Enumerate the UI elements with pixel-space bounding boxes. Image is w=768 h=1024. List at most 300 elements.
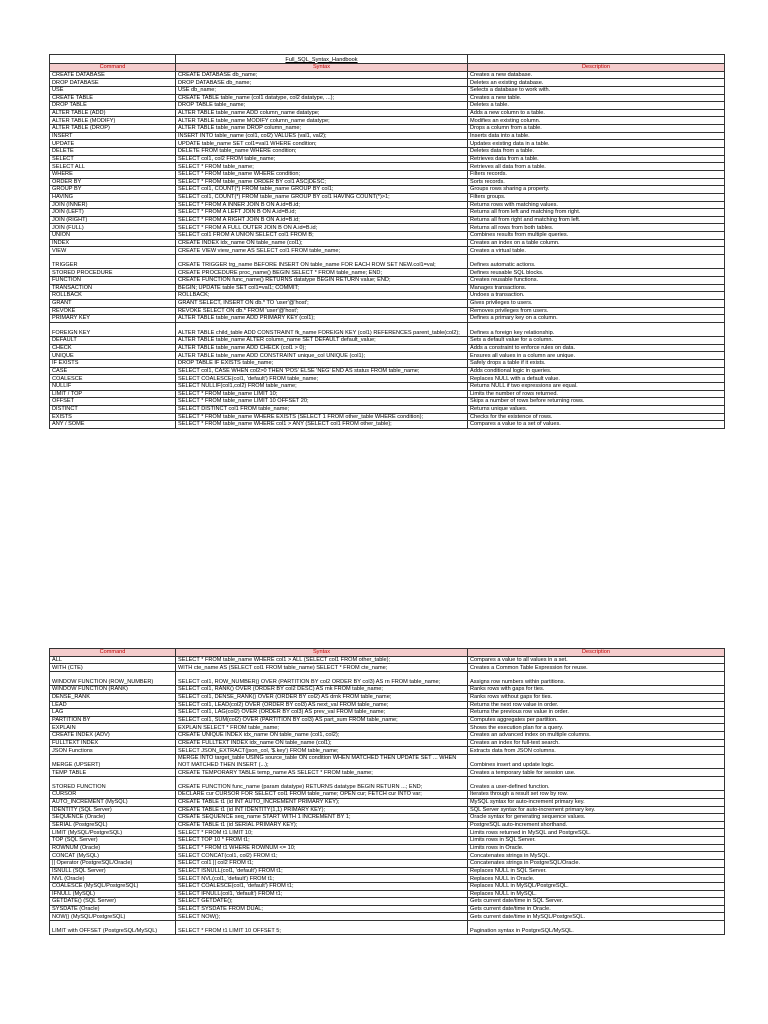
description-cell: Gives privileges to users. (468, 299, 725, 307)
command-cell: JOIN (INNER) (50, 201, 176, 209)
table-row (50, 125, 725, 133)
syntax-cell: INSERT INTO table_name (col1, col2) VALUES (val1, val2); (176, 132, 468, 140)
description-cell: Returns rows with matching values. (468, 201, 725, 209)
table-row (50, 201, 725, 209)
syntax-cell: SELECT * FROM table_name WHERE col1 > ANY (SELECT col1 FROM other_table); (176, 421, 468, 429)
table-row (50, 791, 725, 799)
table-row (50, 170, 725, 178)
description-cell: Creates a new database. (468, 71, 725, 79)
table-row (50, 913, 725, 921)
syntax-cell: CREATE TABLE t1 (id INT IDENTITY(1,1) PRIMARY KEY); (176, 806, 468, 814)
command-cell: LIMIT with OFFSET (PostgreSQL/MySQL) (50, 921, 176, 935)
syntax-cell: SELECT COALESCE(col1, 'default') FROM table_name; (176, 375, 468, 383)
description-cell: Creates a temporary table for session use. (468, 769, 725, 777)
header-command: Command (50, 64, 176, 72)
table-row (50, 375, 725, 383)
table-row (50, 405, 725, 413)
table-row (50, 117, 725, 125)
table-row (50, 747, 725, 755)
table-row (50, 709, 725, 717)
syntax-cell: SELECT * FROM table_name LIMIT 10 OFFSET 20; (176, 398, 468, 406)
spacer-cell (468, 55, 725, 64)
table-row (50, 315, 725, 323)
table-row (50, 421, 725, 429)
table-row (50, 390, 725, 398)
command-cell: || Operator (PostgreSQL/Oracle) (50, 859, 176, 867)
command-cell: NULLIF (50, 382, 176, 390)
table-row (50, 656, 725, 664)
table-row (50, 844, 725, 852)
command-cell: TOP (SQL Server) (50, 837, 176, 845)
table-row (50, 754, 725, 768)
syntax-cell: SELECT * FROM A FULL OUTER JOIN B ON A.id=B.id; (176, 224, 468, 232)
table-row (50, 814, 725, 822)
syntax-cell: EXPLAIN SELECT * FROM table_name; (176, 724, 468, 732)
table-row (50, 867, 725, 875)
syntax-cell: SELECT * FROM table_name LIMIT 10; (176, 390, 468, 398)
description-cell: Creates an advanced index on multiple columns. (468, 732, 725, 740)
command-cell: HAVING (50, 193, 176, 201)
description-cell: Concatenates strings in MySQL. (468, 852, 725, 860)
syntax-cell: CREATE TABLE t1 (id INT AUTO_INCREMENT PRIMARY KEY); (176, 798, 468, 806)
command-cell: WINDOW FUNCTION (ROW_NUMBER) (50, 671, 176, 685)
syntax-cell: SELECT NOW(); (176, 913, 468, 921)
syntax-cell: SELECT * FROM table_name WHERE condition; (176, 170, 468, 178)
table-row (50, 86, 725, 94)
syntax-cell: CREATE DATABASE db_name; (176, 71, 468, 79)
description-cell: Retrieves data from a table. (468, 155, 725, 163)
command-cell: UNION (50, 232, 176, 240)
command-cell: FULLTEXT INDEX (50, 739, 176, 747)
command-cell: USE (50, 86, 176, 94)
table-row (50, 769, 725, 777)
description-cell: Selects a database to work with. (468, 86, 725, 94)
description-cell: SQL Server syntax for auto-increment primary key. (468, 806, 725, 814)
description-cell: Compares a value to a set of values. (468, 421, 725, 429)
syntax-cell: SELECT * FROM table_name ORDER BY col1 ASC|DESC; (176, 178, 468, 186)
description-cell: Ensures all values in a column are unique. (468, 352, 725, 360)
syntax-cell: CREATE VIEW view_name AS SELECT col1 FROM table_name; (176, 247, 468, 255)
command-cell: IDENTITY (SQL Server) (50, 806, 176, 814)
syntax-cell: ROLLBACK; (176, 292, 468, 300)
command-cell: NOW() (MySQL/PostgreSQL) (50, 913, 176, 921)
table-row (50, 193, 725, 201)
table-row (50, 247, 725, 255)
command-cell: WHERE (50, 170, 176, 178)
syntax-cell: CREATE FULLTEXT INDEX idx_name ON table_name (col1); (176, 739, 468, 747)
description-cell: Defines a primary key on a column. (468, 315, 725, 323)
table-row (50, 276, 725, 284)
syntax-cell: ALTER TABLE table_name ADD column_name datatype; (176, 109, 468, 117)
syntax-cell: WITH cte_name AS (SELECT col1 FROM table_name) SELECT * FROM cte_name; (176, 664, 468, 672)
command-cell: JOIN (LEFT) (50, 209, 176, 217)
description-cell: Returns unique values. (468, 405, 725, 413)
command-cell: EXISTS (50, 413, 176, 421)
command-cell: JSON Functions (50, 747, 176, 755)
command-cell: DISTINCT (50, 405, 176, 413)
syntax-cell: CREATE UNIQUE INDEX idx_name ON table_name (col1, col2); (176, 732, 468, 740)
syntax-cell: ALTER TABLE table_name ADD PRIMARY KEY (col1); (176, 315, 468, 323)
description-cell: Drops a column from a table. (468, 125, 725, 133)
table-row (50, 352, 725, 360)
syntax-cell: CREATE PROCEDURE proc_name() BEGIN SELECT * FROM table_name; END; (176, 269, 468, 277)
syntax-cell: SELECT TOP 10 * FROM t1; (176, 837, 468, 845)
table-row (50, 732, 725, 740)
description-cell: Iterates through a result set row by row. (468, 791, 725, 799)
table-row (50, 382, 725, 390)
table-row (50, 890, 725, 898)
table-row (50, 224, 725, 232)
sheet-table-2 (49, 648, 724, 935)
description-cell: Deletes a table. (468, 102, 725, 110)
syntax-cell: CREATE TRIGGER trg_name BEFORE INSERT ON table_name FOR EACH ROW SET NEW.col1=val; (176, 255, 468, 269)
syntax-cell: BEGIN; UPDATE table SET col1=val1; COMMIT; (176, 284, 468, 292)
description-cell: Updates existing data in a table. (468, 140, 725, 148)
description-cell: Combines results from multiple queries. (468, 232, 725, 240)
table-row (50, 921, 725, 935)
description-cell: Filters records. (468, 170, 725, 178)
command-cell: SYSDATE (Oracle) (50, 905, 176, 913)
syntax-cell: SELECT * FROM A INNER JOIN B ON A.id=B.id; (176, 201, 468, 209)
table-row (50, 255, 725, 269)
table-row (50, 155, 725, 163)
table-row (50, 186, 725, 194)
syntax-cell: SELECT col1, ROW_NUMBER() OVER (PARTITION BY col2 ORDER BY col3) AS rn FROM table_name; (176, 671, 468, 685)
syntax-cell: SELECT ISNULL(col1, 'default') FROM t1; (176, 867, 468, 875)
table-row (50, 102, 725, 110)
command-cell: IF EXISTS (50, 360, 176, 368)
command-cell: EXPLAIN (50, 724, 176, 732)
syntax-cell: SELECT * FROM table_name; (176, 163, 468, 171)
syntax-cell: DROP TABLE IF EXISTS table_name; (176, 360, 468, 368)
command-cell: CONCAT (MySQL) (50, 852, 176, 860)
table-row (50, 821, 725, 829)
table-row (50, 337, 725, 345)
table-row (50, 367, 725, 375)
syntax-cell: REVOKE SELECT ON db.* FROM 'user'@'host'; (176, 307, 468, 315)
command-cell: WINDOW FUNCTION (RANK) (50, 686, 176, 694)
description-cell: Defines a foreign key relationship. (468, 322, 725, 336)
command-cell: ORDER BY (50, 178, 176, 186)
syntax-cell: SELECT * FROM A RIGHT JOIN B ON A.id=B.id; (176, 216, 468, 224)
table-row (50, 360, 725, 368)
command-cell: CREATE INDEX (ADV) (50, 732, 176, 740)
command-cell: DROP TABLE (50, 102, 176, 110)
syntax-cell: SELECT JSON_EXTRACT(json_col, '$.key') FROM table_name; (176, 747, 468, 755)
syntax-cell: CREATE INDEX idx_name ON table_name (col1); (176, 239, 468, 247)
description-cell: Groups rows sharing a property. (468, 186, 725, 194)
command-cell: INSERT (50, 132, 176, 140)
table-row (50, 859, 725, 867)
command-cell: CURSOR (50, 791, 176, 799)
description-cell: Extracts data from JSON columns. (468, 747, 725, 755)
command-cell: JOIN (RIGHT) (50, 216, 176, 224)
description-cell: Modifies an existing column. (468, 117, 725, 125)
command-cell: REVOKE (50, 307, 176, 315)
table-row (50, 798, 725, 806)
document-title: Full_SQL_Syntax_Handbook (176, 55, 468, 64)
spacer-cell (50, 55, 176, 64)
syntax-cell: CREATE FUNCTION func_name() RETURNS datatype BEGIN RETURN value; END; (176, 276, 468, 284)
command-cell: CREATE TABLE (50, 94, 176, 102)
command-cell: OFFSET (50, 398, 176, 406)
syntax-cell: GRANT SELECT, INSERT ON db.* TO 'user'@'host'; (176, 299, 468, 307)
command-cell: ALL (50, 656, 176, 664)
description-cell: Returns the next row value in order. (468, 701, 725, 709)
syntax-cell: SELECT * FROM t1 LIMIT 10 OFFSET 5; (176, 921, 468, 935)
description-cell: Deletes data from a table. (468, 148, 725, 156)
description-cell: Creates reusable functions. (468, 276, 725, 284)
header-syntax: Syntax (176, 649, 468, 657)
command-cell: DELETE (50, 148, 176, 156)
description-cell: Ranks rows with gaps for ties. (468, 686, 725, 694)
command-cell: SERIAL (PostgreSQL) (50, 821, 176, 829)
command-cell: IFNULL (MySQL) (50, 890, 176, 898)
header-row (50, 64, 725, 72)
command-cell: CASE (50, 367, 176, 375)
command-cell: JOIN (FULL) (50, 224, 176, 232)
description-cell: Returns NULL if two expressions are equal. (468, 382, 725, 390)
syntax-cell: SELECT * FROM A LEFT JOIN B ON A.id=B.id; (176, 209, 468, 217)
syntax-cell: DECLARE cur CURSOR FOR SELECT col1 FROM table_name; OPEN cur; FETCH cur INTO var; (176, 791, 468, 799)
description-cell: Replaces NULL in MySQL. (468, 890, 725, 898)
syntax-cell: MERGE INTO target_table USING source_table ON condition WHEN MATCHED THEN UPDATE SET ... WHEN NOT MATCHED THEN INSERT (...); (176, 754, 468, 768)
command-cell: ISNULL (SQL Server) (50, 867, 176, 875)
description-cell: Creates a new table. (468, 94, 725, 102)
command-cell: LIMIT (MySQL/PostgreSQL) (50, 829, 176, 837)
syntax-cell: USE db_name; (176, 86, 468, 94)
title-row (50, 55, 725, 64)
syntax-cell: SELECT DISTINCT col1 FROM table_name; (176, 405, 468, 413)
description-cell: Returns all from right and matching from left. (468, 216, 725, 224)
syntax-cell: DELETE FROM table_name WHERE condition; (176, 148, 468, 156)
command-cell: TEMP TABLE (50, 769, 176, 777)
syntax-cell: ALTER TABLE table_name MODIFY column_name datatype; (176, 117, 468, 125)
description-cell: Inserts data into a table. (468, 132, 725, 140)
syntax-cell: UPDATE table_name SET col1=val1 WHERE condition; (176, 140, 468, 148)
description-cell: Retrieves all data from a table. (468, 163, 725, 171)
command-cell: GETDATE() (SQL Server) (50, 898, 176, 906)
description-cell: Gets current date/time in MySQL/PostgreSQL. (468, 913, 725, 921)
description-cell: Replaces NULL in Oracle. (468, 875, 725, 883)
table-row (50, 232, 725, 240)
table-row (50, 292, 725, 300)
table-row (50, 79, 725, 87)
table-row (50, 178, 725, 186)
table-row (50, 71, 725, 79)
command-cell: NVL (Oracle) (50, 875, 176, 883)
description-cell: Compares a value to all values in a set. (468, 656, 725, 664)
description-cell: Assigns row numbers within partitions. (468, 671, 725, 685)
description-cell: Gets current date/time in SQL Server. (468, 898, 725, 906)
syntax-cell: SELECT col1, LAG(col2) OVER (ORDER BY col3) AS prev_val FROM table_name; (176, 709, 468, 717)
syntax-cell: SELECT col1, SUM(col2) OVER (PARTITION BY col3) AS part_sum FROM table_name; (176, 716, 468, 724)
description-cell: Returns all from left and matching from right. (468, 209, 725, 217)
command-cell: LIMIT / TOP (50, 390, 176, 398)
syntax-cell: SELECT col1, COUNT(*) FROM table_name GROUP BY col1; (176, 186, 468, 194)
command-cell: SELECT ALL (50, 163, 176, 171)
table-row (50, 898, 725, 906)
description-cell: Creates an index on a table column. (468, 239, 725, 247)
syntax-cell: SELECT SYSDATE FROM DUAL; (176, 905, 468, 913)
description-cell: Combines insert and update logic. (468, 754, 725, 768)
table-row (50, 693, 725, 701)
syntax-cell: SELECT NULLIF(col1,col2) FROM table_name; (176, 382, 468, 390)
table-row (50, 148, 725, 156)
syntax-cell: CREATE TABLE t1 (id SERIAL PRIMARY KEY); (176, 821, 468, 829)
table-row (50, 686, 725, 694)
table-row (50, 94, 725, 102)
command-cell: CHECK (50, 344, 176, 352)
description-cell: Deletes an existing database. (468, 79, 725, 87)
command-cell: CREATE DATABASE (50, 71, 176, 79)
table-row (50, 216, 725, 224)
description-cell: Pagination syntax in PostgreSQL/MySQL. (468, 921, 725, 935)
table-row (50, 398, 725, 406)
command-cell: SEQUENCE (Oracle) (50, 814, 176, 822)
command-cell: LEAD (50, 701, 176, 709)
description-cell: Limits rows in SQL Server. (468, 837, 725, 845)
syntax-cell: SELECT * FROM table_name WHERE EXISTS (SELECT 1 FROM other_table WHERE condition); (176, 413, 468, 421)
description-cell: Ranks rows without gaps for ties. (468, 693, 725, 701)
description-cell: Replaces NULL in SQL Server. (468, 867, 725, 875)
header-description: Description (468, 64, 725, 72)
description-cell: Adds a new column to a table. (468, 109, 725, 117)
table-row (50, 716, 725, 724)
description-cell: Manages transactions. (468, 284, 725, 292)
table-row (50, 806, 725, 814)
table-row (50, 269, 725, 277)
table-row (50, 132, 725, 140)
description-cell: Skips a number of rows before returning rows. (468, 398, 725, 406)
command-cell: DEFAULT (50, 337, 176, 345)
description-cell: Oracle syntax for generating sequence values. (468, 814, 725, 822)
description-cell: Filters groups. (468, 193, 725, 201)
command-cell: MERGE (UPSERT) (50, 754, 176, 768)
command-cell: ROWNUM (Oracle) (50, 844, 176, 852)
syntax-cell: SELECT col1 FROM A UNION SELECT col1 FROM B; (176, 232, 468, 240)
command-cell: DROP DATABASE (50, 79, 176, 87)
table-row (50, 239, 725, 247)
syntax-cell: DROP TABLE table_name; (176, 102, 468, 110)
description-cell: Safely drops a table if it exists. (468, 360, 725, 368)
sheet-table-1 (49, 54, 724, 429)
syntax-cell: SELECT col1, RANK() OVER (ORDER BY col2 DESC) AS rnk FROM table_name; (176, 686, 468, 694)
syntax-cell: SELECT col1 || col2 FROM t1; (176, 859, 468, 867)
command-cell: ALTER TABLE (DROP) (50, 125, 176, 133)
description-cell: Sets a default value for a column. (468, 337, 725, 345)
command-cell: PARTITION BY (50, 716, 176, 724)
syntax-cell: SELECT GETDATE(); (176, 898, 468, 906)
command-cell: ALTER TABLE (MODIFY) (50, 117, 176, 125)
syntax-cell: SELECT col1, LEAD(col2) OVER (ORDER BY col3) AS next_val FROM table_name; (176, 701, 468, 709)
syntax-cell: CREATE TABLE table_name (col1 datatype, col2 datatype, ...); (176, 94, 468, 102)
description-cell: Creates a Common Table Expression for reuse. (468, 664, 725, 672)
syntax-cell: SELECT col1, CASE WHEN col2>0 THEN 'POS' ELSE 'NEG' END AS status FROM table_name; (176, 367, 468, 375)
syntax-cell: SELECT col1, col2 FROM table_name; (176, 155, 468, 163)
syntax-cell: SELECT NVL(col1, 'default') FROM t1; (176, 875, 468, 883)
syntax-cell: SELECT COALESCE(col1, 'default') FROM t1; (176, 882, 468, 890)
command-cell: COALESCE (MySQL/PostgreSQL) (50, 882, 176, 890)
syntax-cell: SELECT * FROM t1 WHERE ROWNUM <= 10; (176, 844, 468, 852)
description-cell: MySQL syntax for auto-increment primary key. (468, 798, 725, 806)
description-cell: Limits rows returned in MySQL and PostgreSQL. (468, 829, 725, 837)
syntax-cell: SELECT * FROM t1 LIMIT 10; (176, 829, 468, 837)
description-cell: PostgreSQL auto-increment shorthand. (468, 821, 725, 829)
table-row (50, 299, 725, 307)
description-cell: Shows the execution plan for a query. (468, 724, 725, 732)
table-row (50, 829, 725, 837)
table-row (50, 284, 725, 292)
header-row (50, 649, 725, 657)
header-command: Command (50, 649, 176, 657)
command-cell: GROUP BY (50, 186, 176, 194)
command-cell: FOREIGN KEY (50, 322, 176, 336)
syntax-cell: SELECT CONCAT(col1, col2) FROM t1; (176, 852, 468, 860)
command-cell: GRANT (50, 299, 176, 307)
table-row (50, 837, 725, 845)
command-cell: SELECT (50, 155, 176, 163)
command-cell: COALESCE (50, 375, 176, 383)
description-cell: Limits rows in Oracle. (468, 844, 725, 852)
table-row (50, 671, 725, 685)
description-cell: Computes aggregates per partition. (468, 716, 725, 724)
syntax-cell: SELECT col1, DENSE_RANK() OVER (ORDER BY col2) AS drnk FROM table_name; (176, 693, 468, 701)
table-row (50, 739, 725, 747)
table-row (50, 344, 725, 352)
description-cell: Adds conditional logic in queries. (468, 367, 725, 375)
description-cell: Removes privileges from users. (468, 307, 725, 315)
syntax-cell: ALTER TABLE child_table ADD CONSTRAINT fk_name FOREIGN KEY (col1) REFERENCES parent_table(col2); (176, 322, 468, 336)
table-row (50, 209, 725, 217)
table-row (50, 852, 725, 860)
command-cell: DENSE_RANK (50, 693, 176, 701)
description-cell: Checks for the existence of rows. (468, 413, 725, 421)
table-row (50, 664, 725, 672)
description-cell: Replaces NULL in MySQL/PostgreSQL. (468, 882, 725, 890)
command-cell: TRIGGER (50, 255, 176, 269)
syntax-cell: ALTER TABLE table_name ADD CHECK (col1 > 0); (176, 344, 468, 352)
table-row (50, 307, 725, 315)
command-cell: ROLLBACK (50, 292, 176, 300)
table-row (50, 875, 725, 883)
description-cell: Sorts records. (468, 178, 725, 186)
description-cell: Limits the number of rows returned. (468, 390, 725, 398)
table-row (50, 109, 725, 117)
syntax-cell: CREATE SEQUENCE seq_name START WITH 1 INCREMENT BY 1; (176, 814, 468, 822)
command-cell: ANY / SOME (50, 421, 176, 429)
description-cell: Defines reusable SQL blocks. (468, 269, 725, 277)
description-cell: Replaces NULL with a default value. (468, 375, 725, 383)
syntax-cell: CREATE TEMPORARY TABLE temp_name AS SELECT * FROM table_name; (176, 769, 468, 777)
header-syntax: Syntax (176, 64, 468, 72)
table-row (50, 882, 725, 890)
command-cell: FUNCTION (50, 276, 176, 284)
description-cell: Creates a virtual table. (468, 247, 725, 255)
command-cell: TRANSACTION (50, 284, 176, 292)
description-cell: Returns all rows from both tables. (468, 224, 725, 232)
table-row (50, 163, 725, 171)
description-cell: Adds a constraint to enforce rules on data. (468, 344, 725, 352)
command-cell: PRIMARY KEY (50, 315, 176, 323)
table-row (50, 322, 725, 336)
syntax-cell: SELECT IFNULL(col1, 'default') FROM t1; (176, 890, 468, 898)
syntax-cell: ALTER TABLE table_name ALTER column_name SET DEFAULT default_value; (176, 337, 468, 345)
command-cell: ALTER TABLE (ADD) (50, 109, 176, 117)
command-cell: AUTO_INCREMENT (MySQL) (50, 798, 176, 806)
command-cell: STORED FUNCTION (50, 776, 176, 790)
table-row (50, 724, 725, 732)
